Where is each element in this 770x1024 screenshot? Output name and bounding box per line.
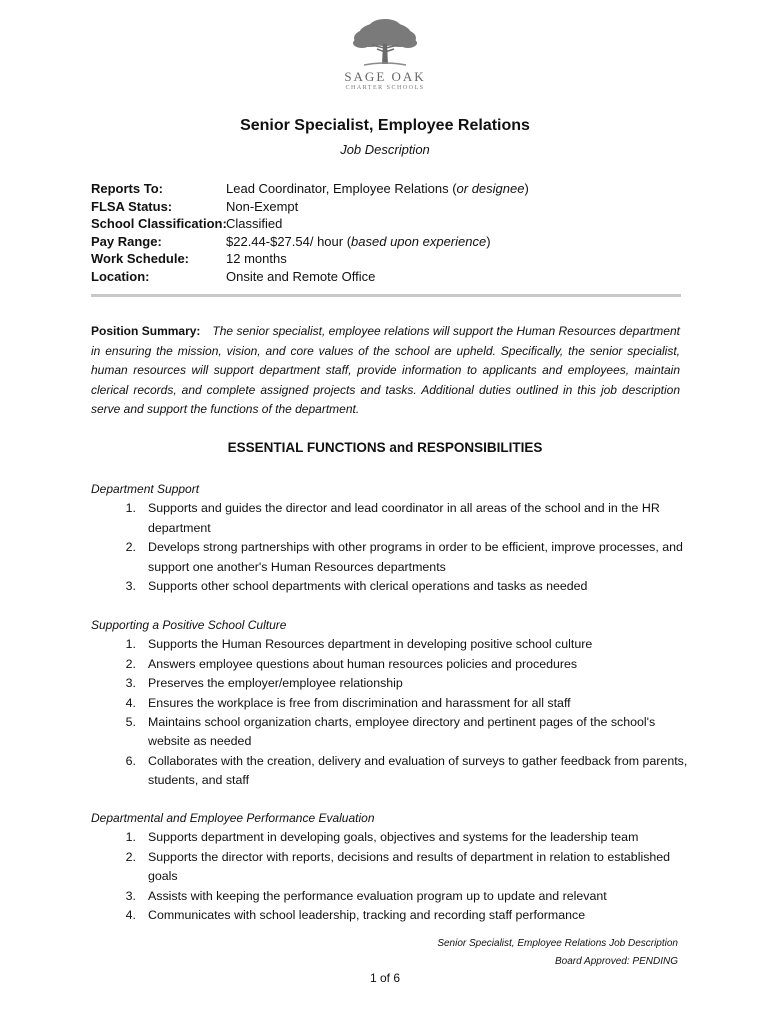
responsibility-section bbox=[91, 809, 691, 925]
list-item bbox=[91, 635, 691, 654]
list-item-number: 2. bbox=[125, 849, 136, 864]
info-value-text: Onsite and Remote Office bbox=[226, 268, 376, 284]
divider bbox=[91, 294, 681, 297]
responsibility-section bbox=[91, 480, 691, 596]
list-item-number: 6. bbox=[125, 753, 136, 768]
info-value bbox=[226, 233, 491, 251]
list-item bbox=[91, 848, 691, 887]
logo-wordmark: SAGE OAK bbox=[344, 69, 426, 84]
info-value bbox=[226, 198, 298, 216]
info-row bbox=[91, 198, 529, 216]
footer-approval-status: Board Approved: PENDING bbox=[554, 956, 678, 967]
list-item-number: 1. bbox=[125, 501, 136, 516]
list-item-text: Collaborates with the creation, delivery and evaluation of surveys to gather feedback from parents, students, and staff bbox=[148, 753, 688, 788]
list-item-number: 2. bbox=[125, 656, 136, 671]
info-value-text: Non-Exempt bbox=[226, 198, 299, 214]
list-item-number: 3. bbox=[125, 888, 136, 903]
info-value bbox=[226, 268, 375, 286]
list-item-text: Supports and guides the director and lead coordinator in all areas of the school and in the HR department bbox=[148, 501, 660, 535]
info-value-text: Lead Coordinator, Employee Relations ( bbox=[226, 181, 457, 196]
info-row bbox=[91, 215, 529, 233]
list-item bbox=[91, 906, 691, 925]
list-item-text: Ensures the workplace is free from discrimination and harassment for all staff bbox=[148, 695, 571, 710]
list-item-number: 3. bbox=[125, 676, 136, 691]
oak-tree-icon bbox=[350, 18, 420, 70]
info-value-end: ) bbox=[486, 233, 491, 249]
job-info-table bbox=[91, 180, 529, 286]
document-title: Senior Specialist, Employee Relations bbox=[240, 117, 530, 134]
info-value bbox=[226, 215, 282, 233]
info-label: Work Schedule: bbox=[91, 251, 190, 267]
footer-document-name: Senior Specialist, Employee Relations Job Description bbox=[437, 938, 678, 949]
list-item bbox=[91, 499, 691, 538]
list-item-number: 4. bbox=[125, 695, 136, 710]
logo-subtitle: CHARTER SCHOOLS bbox=[345, 85, 425, 91]
list-item bbox=[91, 752, 691, 791]
document-subtitle: Job Description bbox=[340, 142, 430, 157]
info-value-note: based upon experience bbox=[351, 233, 487, 249]
list-item bbox=[91, 655, 691, 674]
list-item bbox=[91, 674, 691, 693]
info-row bbox=[91, 180, 529, 198]
info-label: Pay Range: bbox=[91, 233, 162, 249]
list-item-number: 2. bbox=[125, 540, 136, 555]
info-value-text: Classified bbox=[226, 216, 283, 232]
list-item-text: Supports department in developing goals, objectives and systems for the leadership team bbox=[148, 830, 639, 845]
list-item bbox=[91, 577, 691, 596]
list-item-text: Answers employee questions about human resources policies and procedures bbox=[148, 656, 578, 671]
info-value bbox=[226, 180, 529, 198]
list-item bbox=[91, 887, 691, 906]
list-item-number: 4. bbox=[125, 908, 136, 923]
list-item-text: Supports other school departments with clerical operations and tasks as needed bbox=[148, 579, 588, 594]
essential-functions-heading: ESSENTIAL FUNCTIONS and RESPONSIBILITIES bbox=[227, 440, 543, 455]
section-title: Department Support bbox=[91, 482, 200, 496]
info-value-text: $22.44-$27.54/ hour ( bbox=[226, 233, 352, 249]
info-row bbox=[91, 250, 529, 268]
responsibility-section bbox=[91, 616, 691, 791]
info-value-text: 12 months bbox=[226, 251, 287, 267]
list-item bbox=[91, 713, 691, 752]
info-label: Reports To: bbox=[91, 181, 163, 196]
list-item bbox=[91, 538, 691, 577]
list-item-text: Maintains school organization charts, employee directory and pertinent pages of the school's website as needed bbox=[148, 715, 656, 749]
list-item-text: Assists with keeping the performance evaluation program up to update and relevant bbox=[148, 888, 607, 903]
info-value bbox=[226, 250, 287, 268]
info-label: FLSA Status: bbox=[91, 198, 173, 214]
section-title: Supporting a Positive School Culture bbox=[91, 618, 287, 632]
summary-text: The senior specialist, employee relations will support the Human Resources department in ensuring the mission, vision, and core values of the school are upheld. Specifically, the senior specialist, human resources will support department staff, provide information to applicants and employees, maintain clerical records, and complete assigned projects and tasks. Additional duties outlined in this job description serve and support the functions of the department. bbox=[91, 324, 680, 416]
list-item-text: Supports the director with reports, decisions and results of department in relation to established goals bbox=[148, 849, 671, 884]
list-item bbox=[91, 828, 691, 847]
list-item-number: 1. bbox=[125, 637, 136, 652]
list-item bbox=[91, 694, 691, 713]
info-label: Location: bbox=[91, 268, 150, 284]
list-item-number: 5. bbox=[125, 715, 136, 730]
list-item-text: Communicates with school leadership, tracking and recording staff performance bbox=[148, 908, 586, 923]
list-item-number: 1. bbox=[125, 830, 136, 845]
list-item-number: 3. bbox=[125, 579, 136, 594]
info-value-end: ) bbox=[524, 181, 529, 196]
info-value-note: or designee bbox=[456, 181, 525, 196]
list-item-text: Preserves the employer/employee relationship bbox=[148, 676, 403, 691]
position-summary bbox=[91, 322, 680, 420]
school-logo bbox=[335, 18, 435, 106]
info-row bbox=[91, 233, 529, 251]
page-number: 1 of 6 bbox=[369, 971, 401, 985]
list-item-text: Supports the Human Resources department in developing positive school culture bbox=[148, 637, 593, 652]
info-row bbox=[91, 268, 529, 286]
summary-label: Position Summary: bbox=[91, 324, 201, 338]
list-item-text: Develops strong partnerships with other programs in order to be efficient, improve processes, and support one another's Human Resources departments bbox=[148, 540, 683, 574]
info-label: School Classification: bbox=[91, 216, 227, 232]
section-title: Departmental and Employee Performance Evaluation bbox=[91, 811, 375, 825]
